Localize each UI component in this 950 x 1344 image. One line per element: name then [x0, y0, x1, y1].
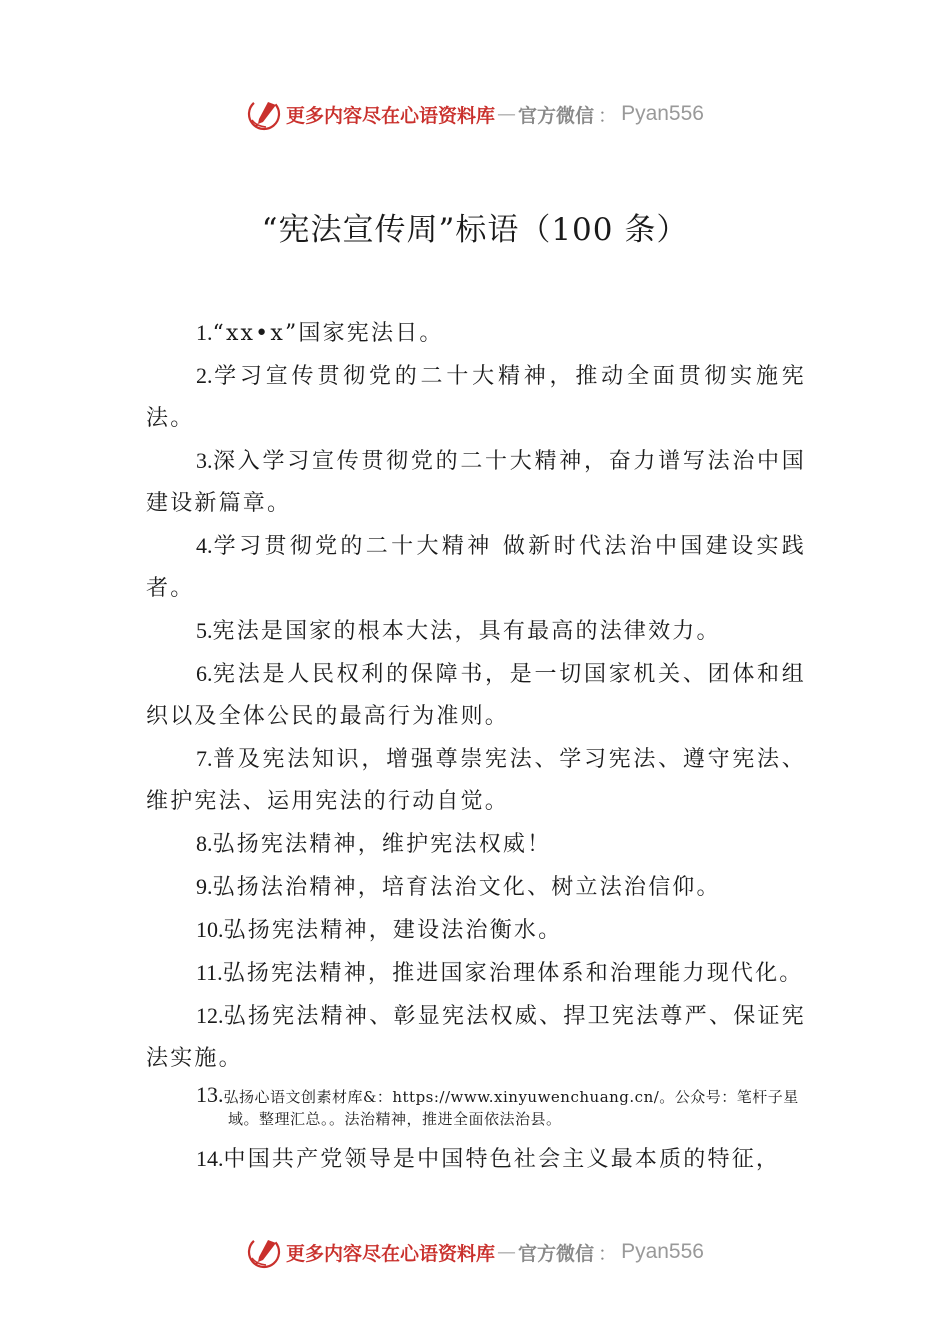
list-item: 7.普及宪法知识，增强尊崇宪法、学习宪法、遵守宪法、维护宪法、运用宪法的行动自觉。: [146, 746, 806, 814]
slogan-list: [146, 312, 806, 1181]
pen-logo-icon: [246, 1234, 282, 1270]
banner-wechat-id: Pyan556: [621, 1240, 704, 1263]
header-watermark-banner: [0, 94, 950, 134]
list-item: 11.弘扬宪法精神，推进国家治理体系和治理能力现代化。: [196, 960, 804, 986]
banner-cn-text: 更多内容尽在心语资料库: [286, 1242, 496, 1265]
pen-logo-icon: [246, 96, 282, 132]
list-item: 2.学习宣传贯彻党的二十大精神，推动全面贯彻实施宪法。: [146, 363, 806, 431]
list-item: 3.深入学习宣传贯彻党的二十大精神，奋力谱写法治中国建设新篇章。: [146, 448, 806, 516]
banner-colon: ：: [598, 104, 618, 127]
banner-dash: —: [497, 1241, 517, 1263]
list-item: 5.宪法是国家的根本大法，具有最高的法律效力。: [196, 618, 721, 644]
list-item: 4.学习贯彻党的二十大精神 做新时代法治中国建设实践者。: [146, 533, 806, 601]
banner-cn-text: 更多内容尽在心语资料库: [286, 104, 496, 127]
banner-colon: ：: [598, 1242, 618, 1265]
banner-wechat-label: 官方微信: [518, 1242, 595, 1265]
list-item: 6.宪法是人民权利的保障书，是一切国家机关、团体和组织以及全体公民的最高行为准则。: [146, 661, 806, 729]
banner-wechat-id: Pyan556: [621, 102, 704, 125]
banner-dash: —: [497, 103, 517, 125]
list-item-inserted-note: 13.弘扬心语文创素材库&：https://www.xinyuwenchuang.cn/。公众号：笔杆子星域。整理汇总。。法治精神，推进全面依法治县。: [196, 1082, 799, 1128]
footer-watermark-banner: [0, 1232, 950, 1272]
document-title: “宪法宣传周”标语（100 条）: [261, 212, 689, 248]
list-item: 14.中国共产党领导是中国特色社会主义最本质的特征，: [196, 1146, 781, 1172]
list-item: 9.弘扬法治精神，培育法治文化、树立法治信仰。: [196, 874, 721, 900]
banner-wechat-label: 官方微信: [518, 104, 595, 127]
list-item: 10.弘扬宪法精神，建设法治衡水。: [196, 917, 563, 943]
list-item: 12.弘扬宪法精神、彰显宪法权威、捍卫宪法尊严、保证宪法实施。: [146, 1003, 806, 1071]
list-item: 8.弘扬宪法精神，维护宪法权威！: [196, 831, 552, 857]
list-item: 1.“xx•x”国家宪法日。: [196, 320, 444, 346]
